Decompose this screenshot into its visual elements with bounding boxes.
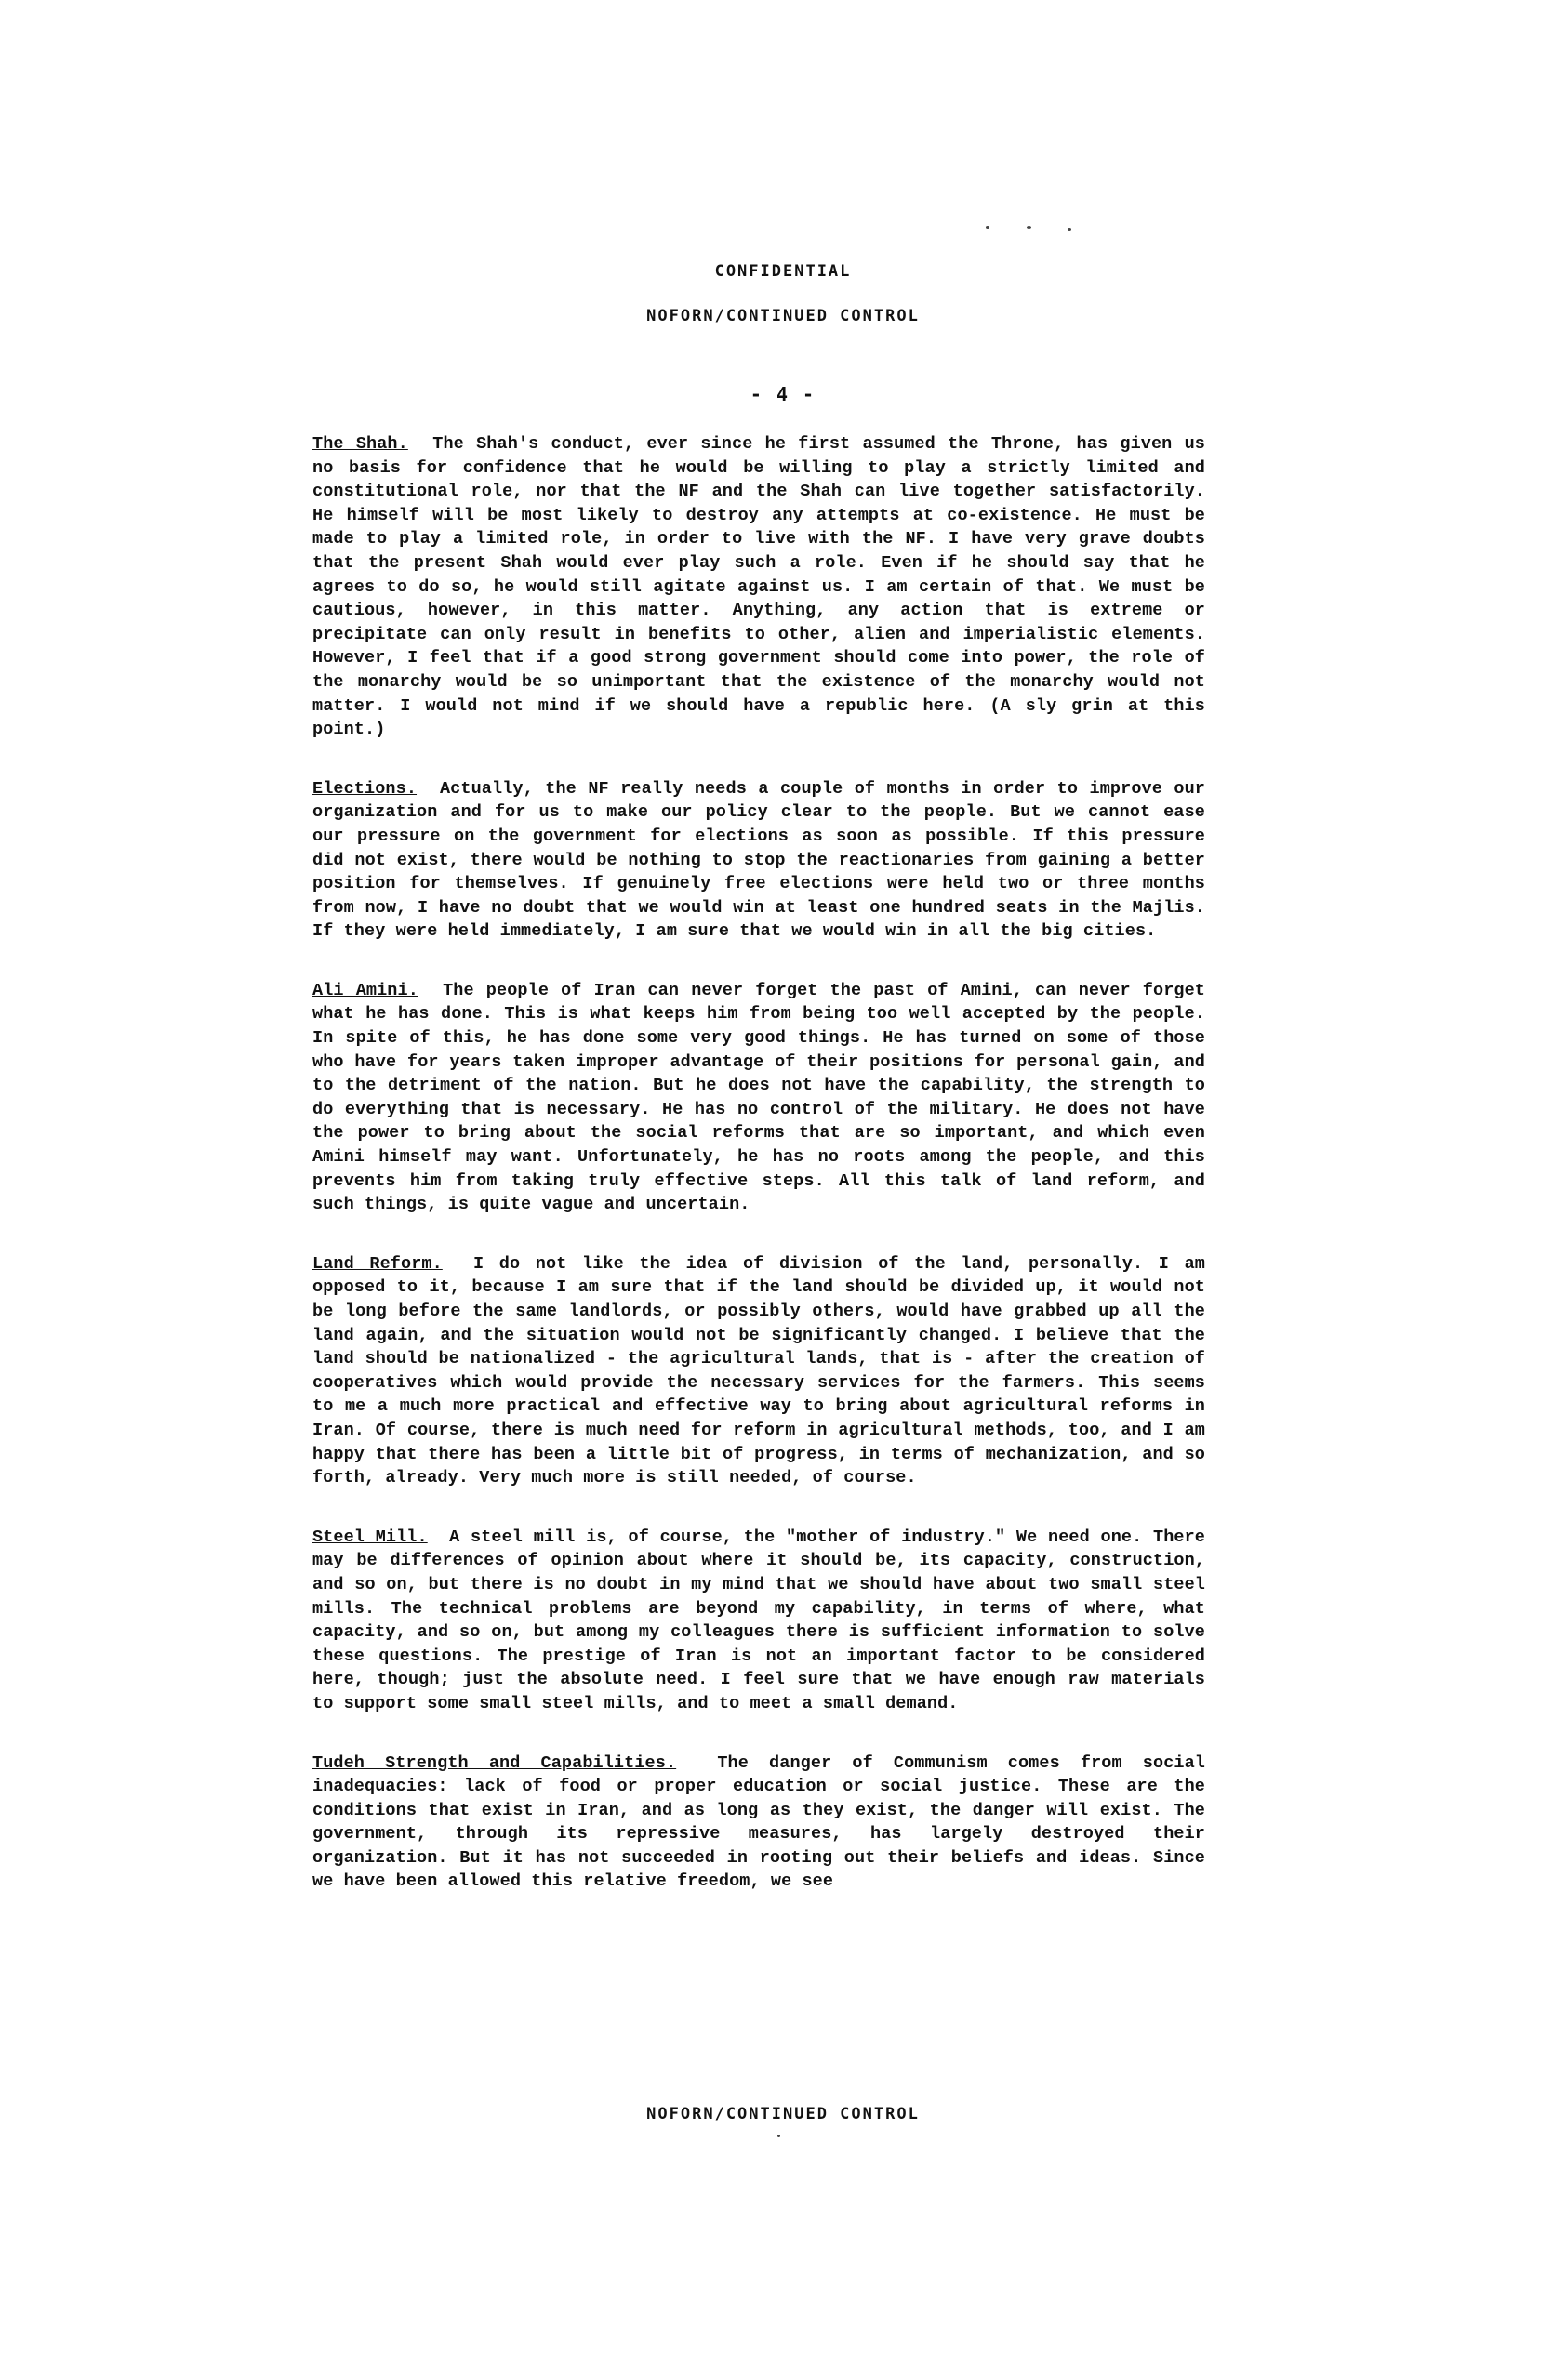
page-number: - 4 -: [750, 383, 816, 405]
section-text: A steel mill is, of course, the "mother of industry." We need one. There may be differences of opinion about where it should be, its capacity, construction, and so on, but there is no doubt in my mind that we should have about two small steel mills. The technical problems are beyond my capability, in terms of where, what capacity, and so on, but among my colleagues there is sufficient information to solve these questions. The prestige of Iran is not an important factor to be considered here, though; just the absolute need. I feel sure that we have enough raw materials to support some small steel mills, and to meet a small demand.: [312, 1527, 1205, 1713]
section-heading: Land Reform.: [312, 1253, 443, 1274]
document-body: [312, 432, 1205, 1929]
section-text: The danger of Communism comes from social inadequacies: lack of food or proper education or social justice. These are the conditions that exist in Iran, and as long as they exist, the danger will exist. The government, through its repressive measures, has largely destroyed their organization. But it has not succeeded in rooting out their beliefs and ideas. Since we have been allowed this relative freedom, we see: [312, 1752, 1206, 1892]
section-text: I do not like the idea of division of the land, personally. I am opposed to it, because I am sure that if the land should be divided up, it would not be long before the same landlords, or possibly others, would have grabbed up all the land again, and the situation would not be significantly changed. I believe that the land should be nationalized - the agricultural lands, that is - after the creation of cooperatives which would provide the necessary services for the farmers. This seems to me a much more practical and effective way to bring about agricultural reforms in Iran. Of course, there is much need for reform in agricultural methods, too, and I am happy that there has been a little bit of progress, in terms of mechanization, and so forth, already. Very much more is still needed, of course.: [312, 1253, 1205, 1488]
dissemination-marking: NOFORN/CONTINUED CONTROL: [646, 307, 920, 325]
section-steel-mill: [312, 1526, 1205, 1716]
section-heading: Steel Mill.: [312, 1527, 428, 1547]
scan-speck: [1068, 228, 1071, 231]
classification-marking: CONFIDENTIAL: [714, 262, 852, 281]
section-heading: Ali Amini.: [312, 980, 418, 1000]
section-heading: Elections.: [312, 778, 418, 799]
scan-speck: [986, 226, 989, 229]
footer-dissemination-marking: NOFORN/CONTINUED CONTROL: [646, 2105, 920, 2123]
section-text: Actually, the NF really needs a couple of months in order to improve our organization and for us to make our policy clear to the people. But we cannot ease our pressure on the government for elections as soon as possible. If this pressure did not exist, there would be nothing to stop the reactionaries from gaining a better position for themselves. If genuinely free elections were held two or three months from now, I have no doubt that we would win at least one hundred seats in the Majlis. If they were held immediately, I am sure that we would win in all the big cities.: [312, 778, 1206, 942]
section-the-shah: [312, 432, 1205, 742]
section-elections: [312, 777, 1205, 944]
section-heading: The Shah.: [312, 434, 408, 454]
section-land-reform: [312, 1252, 1205, 1490]
section-tudeh-strength: [312, 1752, 1205, 1895]
section-ali-amini: [312, 979, 1205, 1217]
section-heading: Tudeh Strength and Capabilities.: [312, 1752, 677, 1773]
scan-speck: [1027, 226, 1031, 229]
scan-speck: [777, 2135, 780, 2137]
section-text: The people of Iran can never forget the past of Amini, can never forget what he has done. This is what keeps him from being too well accepted by the people. In spite of this, he has done some very good things. He has turned on some of those who have for years taken improper advantage of their positions for personal gain, and to the detriment of the nation. But he does not have the capability, the strength to do everything that is necessary. He has no control of the military. He does not have the power to bring about the social reforms that are so important, and which even Amini himself may want. Unfortunately, he has no roots among the people, and this prevents him from taking truly effective steps. All this talk of land reform, and such things, is quite vague and uncertain.: [312, 980, 1206, 1215]
section-text: The Shah's conduct, ever since he first assumed the Throne, has given us no basis for confidence that he would be willing to play a strictly limited and constitutional role, nor that the NF and the Shah can live together satisfactorily. He himself will be most likely to destroy any attempts at co-existence. He must be made to play a limited role, in order to live with the NF. I have very grave doubts that the present Shah would ever play such a role. Even if he should say that he agrees to do so, he would still agitate against us. I am certain of that. We must be cautious, however, in this matter. Anything, any action that is extreme or precipitate can only result in benefits to other, alien and imperialistic elements. However, I feel that if a good strong government should come into power, the role of the monarchy would be so unimportant that the existence of the monarchy would not matter. I would not mind if we should have a republic here. (A sly grin at this point.): [312, 434, 1205, 740]
